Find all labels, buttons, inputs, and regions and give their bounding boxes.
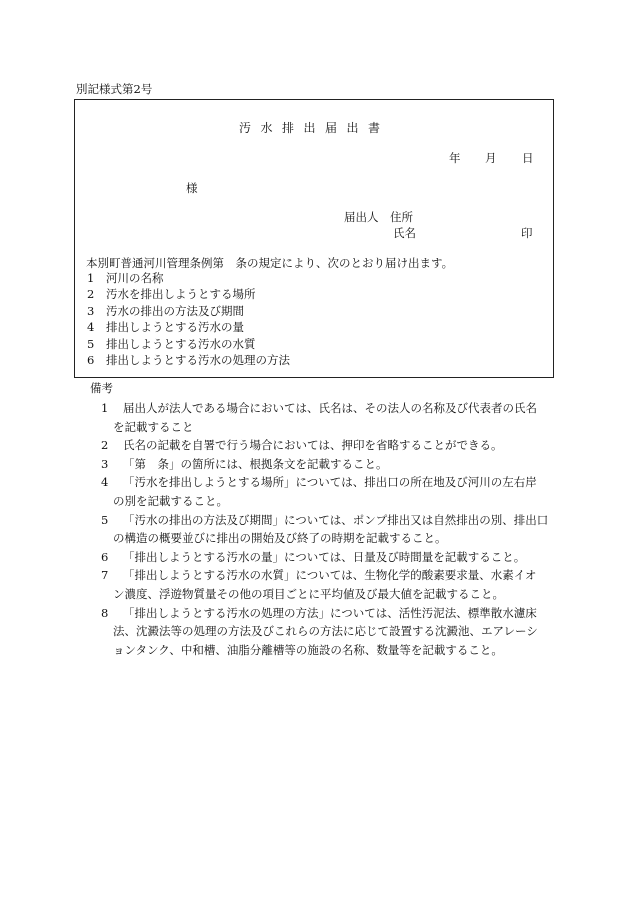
note-text: 法、沈澱法等の処理の方法及びこれらの方法に応じて設置する沈澱池、エアレーシ [113, 624, 538, 639]
date-year-label: 年 [449, 151, 461, 165]
note-text: を記載すること [113, 419, 194, 434]
note-number: 4 [101, 475, 109, 490]
list-item [87, 273, 164, 285]
note-text: 「第 条」の箇所には、根拠条文を記載すること。 [123, 456, 388, 471]
list-item-text: 汚水を排出しようとする場所 [106, 287, 256, 302]
intro-text: 本別町普通河川管理条例第 条の規定により、次のとおり届け出ます。 [86, 256, 454, 270]
note-number: 5 [101, 512, 109, 527]
note-text: 「汚水の排出の方法及び期間」については、ポンプ排出又は自然排出の別、排出口 [123, 512, 549, 527]
list-item-number: 3 [87, 303, 95, 318]
note-number: 6 [101, 549, 109, 564]
list-item-text: 排出しようとする汚水の水質 [106, 336, 256, 351]
list-item [87, 336, 256, 351]
note-number: 8 [101, 605, 109, 620]
note-text: ョンタンク、中和槽、油脂分離槽等の施設の名称、数量等を記載すること。 [113, 642, 503, 657]
form-title: 汚水排出届出書 [239, 121, 390, 135]
list-item-text: 排出しようとする汚水の量 [106, 320, 244, 335]
note-text: の別を記載すること。 [113, 494, 228, 508]
note-number: 1 [101, 401, 109, 415]
notes-heading: 備考 [90, 381, 113, 395]
note-text: 届出人が法人である場合においては、氏名は、その法人の名称及び代表者の氏名 [123, 401, 537, 415]
note-text: 「汚水を排出しようとする場所」については、排出口の所在地及び河川の左右岸 [123, 475, 537, 490]
list-item [87, 303, 244, 318]
list-item-number: 2 [87, 287, 95, 302]
name-label: 氏名 [393, 226, 416, 240]
form-label: 別記様式第2号 [76, 82, 153, 96]
list-item-number: 4 [87, 320, 95, 335]
note-text: ン濃度、浮遊物質量その他の項目ごとに平均値及び最大値を記載すること。 [113, 587, 504, 601]
list-item-text: 排出しようとする汚水の処理の方法 [106, 353, 290, 367]
list-item [87, 289, 256, 301]
list-item-number: 6 [87, 353, 95, 367]
address-label: 住所 [390, 210, 413, 224]
note-text: 「排出しようとする汚水の処理の方法」については、活性汚泥法、標準散水濾床 [123, 605, 537, 620]
note-text: 氏名の記載を自署で行う場合においては、押印を省略することができる。 [123, 438, 503, 453]
note-number: 2 [101, 438, 109, 453]
date-day-label: 日 [522, 151, 534, 165]
list-item-text: 河川の名称 [106, 271, 164, 285]
applicant-label: 届出人 [344, 210, 379, 224]
note-number: 7 [101, 568, 109, 583]
date-month-label: 月 [485, 151, 497, 165]
note-text: の構造の概要並びに排出の開始及び終了の時期を記載すること。 [113, 531, 447, 546]
seal-label: 印 [521, 226, 533, 240]
list-item-number: 1 [87, 271, 95, 285]
list-item [87, 322, 244, 334]
addressee-suffix: 様 [186, 181, 198, 195]
list-item [87, 355, 290, 367]
note-number: 3 [101, 456, 109, 471]
list-item-number: 5 [87, 336, 95, 351]
note-text: 「排出しようとする汚水の水質」については、生物化学的酸素要求量、水素イオ [123, 568, 537, 583]
list-item-text: 汚水の排出の方法及び期間 [106, 303, 244, 318]
note-text: 「排出しようとする汚水の量」については、日量及び時間量を記載すること。 [123, 549, 526, 564]
